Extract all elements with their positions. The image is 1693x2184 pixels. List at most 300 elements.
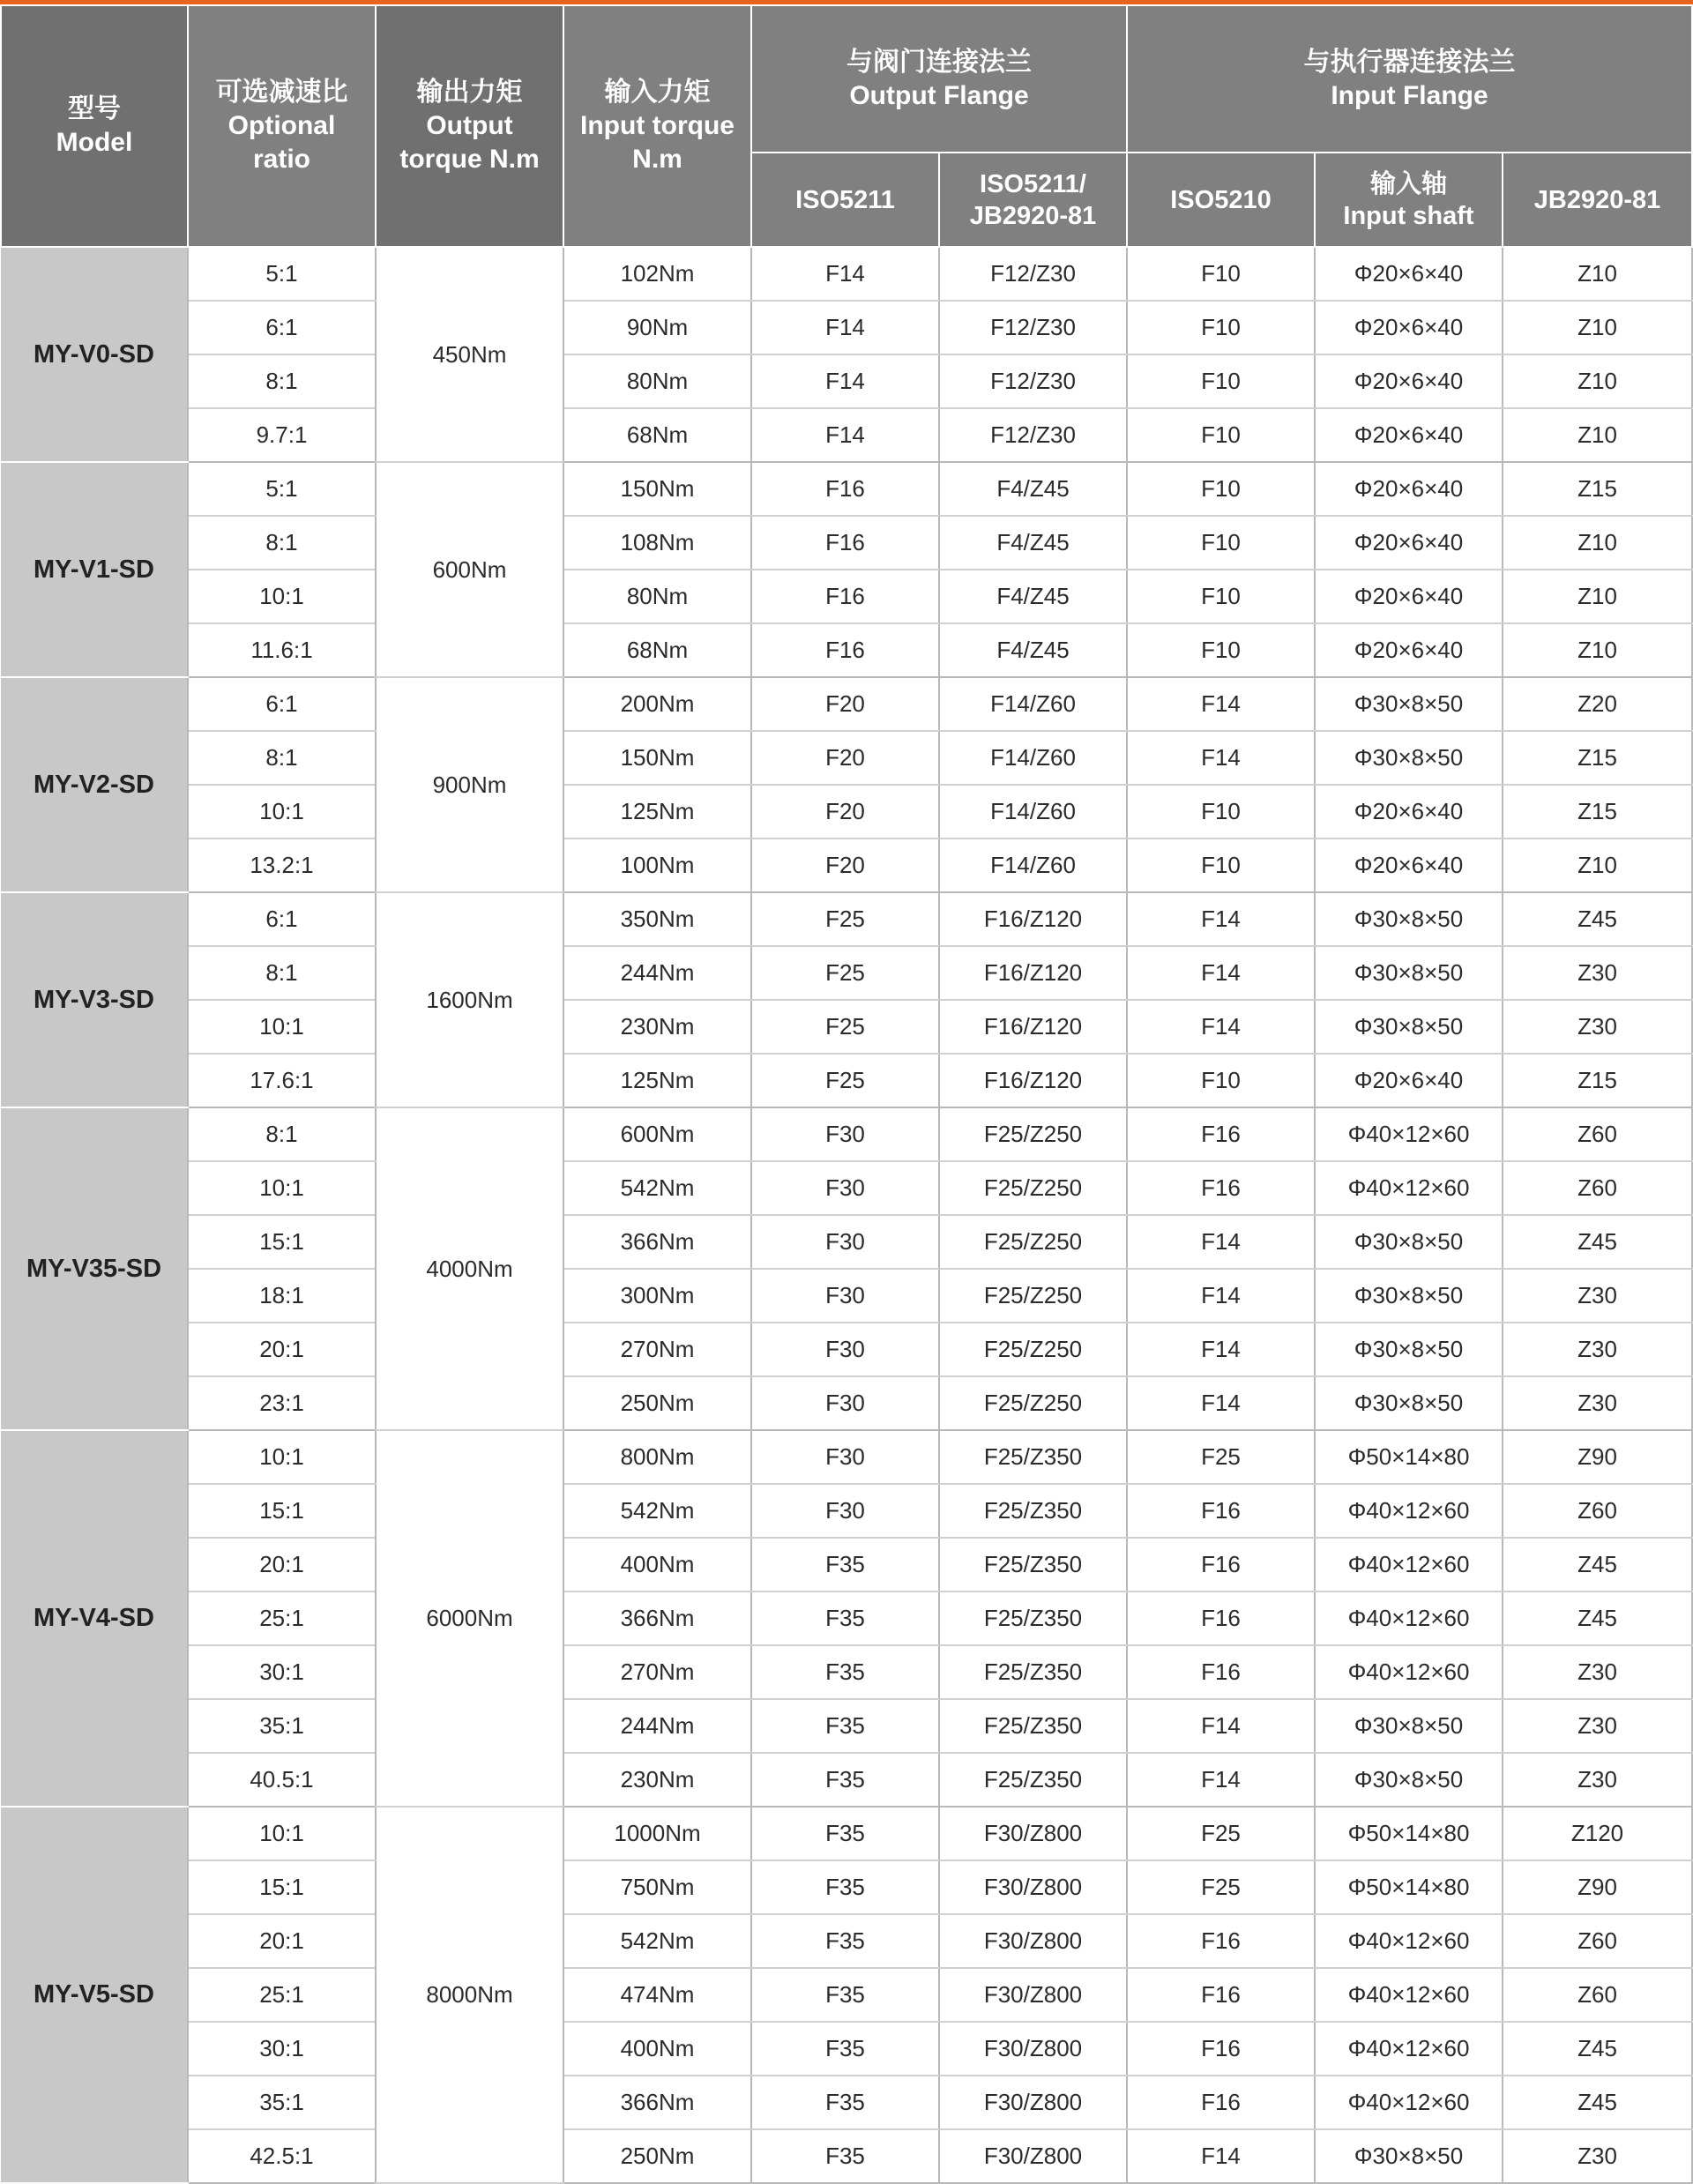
iso5211-cell: F16 [751,462,939,516]
iso5210-cell: F14 [1127,1000,1315,1054]
input-torque-cell: 250Nm [563,1376,751,1430]
header-input-shaft-en: Input shaft [1343,201,1474,230]
iso5211-jb-cell: F14/Z60 [939,731,1127,785]
input-torque-cell: 125Nm [563,1054,751,1107]
iso5211-cell: F35 [751,1914,939,1968]
ratio-cell: 18:1 [188,1269,376,1323]
iso5211-jb-cell: F30/Z800 [939,2076,1127,2129]
iso5210-cell: F25 [1127,1430,1315,1484]
input-shaft-cell: Φ40×12×60 [1315,1538,1503,1591]
input-torque-cell: 125Nm [563,785,751,839]
header-ratio-en1: Optional [227,111,336,140]
input-shaft-cell: Φ20×6×40 [1315,839,1503,892]
output-torque-cell: 450Nm [376,247,563,462]
iso5211-jb-cell: F30/Z800 [939,1968,1127,2022]
table-row [1,1484,1692,1538]
input-torque-cell: 250Nm [563,2129,751,2183]
header-output-torque-en1: Output [426,111,513,140]
jb2920-cell: Z60 [1503,1107,1692,1161]
jb2920-cell: Z10 [1503,247,1692,301]
iso5210-cell: F10 [1127,301,1315,354]
input-shaft-cell: Φ20×6×40 [1315,1054,1503,1107]
input-shaft-cell: Φ40×12×60 [1315,1484,1503,1538]
iso5210-cell: F14 [1127,731,1315,785]
iso5211-jb-cell: F25/Z250 [939,1161,1127,1215]
iso5211-cell: F14 [751,408,939,462]
input-shaft-cell: Φ20×6×40 [1315,408,1503,462]
header-output-torque [376,5,563,247]
iso5211-cell: F35 [751,1591,939,1645]
jb2920-cell: Z15 [1503,462,1692,516]
iso5211-jb-cell: F16/Z120 [939,892,1127,946]
input-shaft-cell: Φ20×6×40 [1315,354,1503,408]
iso5210-cell: F10 [1127,354,1315,408]
table-row [1,785,1692,839]
iso5211-cell: F35 [751,1538,939,1591]
ratio-cell: 8:1 [188,354,376,408]
input-torque-cell: 90Nm [563,301,751,354]
iso5210-cell: F16 [1127,1645,1315,1699]
jb2920-cell: Z45 [1503,1538,1692,1591]
ratio-cell: 6:1 [188,301,376,354]
iso5211-jb-cell: F16/Z120 [939,1000,1127,1054]
jb2920-cell: Z10 [1503,839,1692,892]
input-torque-cell: 1000Nm [563,1807,751,1860]
jb2920-cell: Z60 [1503,1484,1692,1538]
iso5210-cell: F10 [1127,516,1315,570]
iso5211-jb-cell: F14/Z60 [939,839,1127,892]
input-torque-cell: 150Nm [563,462,751,516]
jb2920-cell: Z45 [1503,2022,1692,2076]
input-shaft-cell: Φ30×8×50 [1315,1699,1503,1753]
iso5211-cell: F35 [751,2076,939,2129]
ratio-cell: 35:1 [188,1699,376,1753]
input-shaft-cell: Φ30×8×50 [1315,1215,1503,1269]
iso5211-cell: F35 [751,1968,939,2022]
iso5211-jb-cell: F25/Z250 [939,1215,1127,1269]
jb2920-cell: Z10 [1503,516,1692,570]
table-row [1,2076,1692,2129]
iso5211-jb-cell: F30/Z800 [939,2129,1127,2183]
iso5210-cell: F10 [1127,462,1315,516]
input-torque-cell: 108Nm [563,516,751,570]
input-shaft-cell: Φ50×14×80 [1315,1430,1503,1484]
output-torque-cell: 600Nm [376,462,563,677]
input-shaft-cell: Φ30×8×50 [1315,2129,1503,2183]
iso5211-jb-cell: F14/Z60 [939,785,1127,839]
jb2920-cell: Z10 [1503,408,1692,462]
header-model-cn: 型号 [68,94,121,123]
ratio-cell: 5:1 [188,462,376,516]
input-shaft-cell: Φ20×6×40 [1315,247,1503,301]
iso5210-cell: F16 [1127,1591,1315,1645]
table-row [1,408,1692,462]
table-row [1,2129,1692,2183]
input-shaft-cell: Φ20×6×40 [1315,301,1503,354]
iso5210-cell: F16 [1127,2076,1315,2129]
table-row [1,623,1692,677]
table-row [1,354,1692,408]
iso5211-cell: F35 [751,1807,939,1860]
table-row [1,1591,1692,1645]
header-input-shaft [1315,153,1503,247]
input-torque-cell: 230Nm [563,1000,751,1054]
table-row [1,1645,1692,1699]
model-cell: MY-V5-SD [1,1807,188,2183]
iso5211-cell: F30 [751,1376,939,1430]
input-torque-cell: 100Nm [563,839,751,892]
iso5211-cell: F16 [751,516,939,570]
jb2920-cell: Z30 [1503,2129,1692,2183]
jb2920-cell: Z60 [1503,1968,1692,2022]
output-torque-cell: 8000Nm [376,1807,563,2183]
table-row [1,1054,1692,1107]
header-model-en: Model [56,128,133,157]
jb2920-cell: Z30 [1503,1645,1692,1699]
input-torque-cell: 366Nm [563,1215,751,1269]
iso5211-jb-cell: F25/Z250 [939,1107,1127,1161]
iso5211-cell: F25 [751,892,939,946]
ratio-cell: 10:1 [188,1161,376,1215]
iso5210-cell: F14 [1127,892,1315,946]
table-row [1,1000,1692,1054]
input-shaft-cell: Φ40×12×60 [1315,1591,1503,1645]
iso5211-cell: F30 [751,1269,939,1323]
table-row [1,2022,1692,2076]
input-torque-cell: 366Nm [563,2076,751,2129]
header-input-flange [1127,5,1692,153]
jb2920-cell: Z90 [1503,1860,1692,1914]
iso5210-cell: F16 [1127,2022,1315,2076]
table-row [1,1968,1692,2022]
ratio-cell: 42.5:1 [188,2129,376,2183]
input-shaft-cell: Φ40×12×60 [1315,1914,1503,1968]
input-shaft-cell: Φ30×8×50 [1315,1269,1503,1323]
header-input-flange-cn: 与执行器连接法兰 [1303,47,1516,77]
table-row [1,1538,1692,1591]
header-input-torque-cn: 输入力矩 [604,78,711,107]
ratio-cell: 13.2:1 [188,839,376,892]
header-jb2920: JB2920-81 [1503,153,1692,247]
iso5210-cell: F16 [1127,1968,1315,2022]
iso5210-cell: F14 [1127,2129,1315,2183]
iso5210-cell: F16 [1127,1484,1315,1538]
jb2920-cell: Z30 [1503,946,1692,1000]
input-torque-cell: 200Nm [563,677,751,731]
iso5210-cell: F16 [1127,1538,1315,1591]
iso5210-cell: F16 [1127,1914,1315,1968]
header-input-torque-en2: N.m [632,145,682,174]
output-torque-cell: 4000Nm [376,1107,563,1430]
iso5211-jb-cell: F12/Z30 [939,301,1127,354]
iso5211-cell: F16 [751,570,939,623]
iso5211-jb-cell: F12/Z30 [939,247,1127,301]
iso5210-cell: F10 [1127,839,1315,892]
iso5211-jb-cell: F30/Z800 [939,2022,1127,2076]
iso5211-cell: F35 [751,1699,939,1753]
jb2920-cell: Z30 [1503,1376,1692,1430]
jb2920-cell: Z10 [1503,354,1692,408]
iso5211-cell: F30 [751,1430,939,1484]
iso5210-cell: F25 [1127,1807,1315,1860]
input-torque-cell: 542Nm [563,1484,751,1538]
ratio-cell: 9.7:1 [188,408,376,462]
ratio-cell: 6:1 [188,892,376,946]
ratio-cell: 17.6:1 [188,1054,376,1107]
input-torque-cell: 244Nm [563,1699,751,1753]
jb2920-cell: Z120 [1503,1807,1692,1860]
table-row [1,301,1692,354]
iso5211-cell: F30 [751,1484,939,1538]
iso5211-cell: F16 [751,623,939,677]
iso5211-cell: F14 [751,301,939,354]
input-torque-cell: 474Nm [563,1968,751,2022]
header-iso5211-jb-line2: JB2920-81 [969,201,1097,230]
jb2920-cell: Z15 [1503,1054,1692,1107]
header-ratio-cn: 可选减速比 [215,78,348,107]
model-cell: MY-V3-SD [1,892,188,1107]
input-shaft-cell: Φ30×8×50 [1315,1753,1503,1807]
input-shaft-cell: Φ20×6×40 [1315,785,1503,839]
input-shaft-cell: Φ40×12×60 [1315,2022,1503,2076]
header-output-torque-cn: 输出力矩 [416,78,523,107]
input-shaft-cell: Φ40×12×60 [1315,1968,1503,2022]
jb2920-cell: Z30 [1503,1269,1692,1323]
input-torque-cell: 400Nm [563,1538,751,1591]
input-shaft-cell: Φ30×8×50 [1315,1376,1503,1430]
table-row [1,1269,1692,1323]
iso5211-cell: F25 [751,1054,939,1107]
iso5211-jb-cell: F4/Z45 [939,462,1127,516]
table-row [1,1215,1692,1269]
table-row [1,570,1692,623]
model-cell: MY-V2-SD [1,677,188,892]
ratio-cell: 25:1 [188,1591,376,1645]
iso5210-cell: F14 [1127,1376,1315,1430]
iso5210-cell: F14 [1127,677,1315,731]
model-cell: MY-V0-SD [1,247,188,462]
iso5211-cell: F35 [751,2129,939,2183]
ratio-cell: 20:1 [188,1538,376,1591]
ratio-cell: 11.6:1 [188,623,376,677]
output-torque-cell: 900Nm [376,677,563,892]
iso5211-jb-cell: F25/Z350 [939,1430,1127,1484]
table-row [1,462,1692,516]
iso5211-cell: F30 [751,1215,939,1269]
input-torque-cell: 366Nm [563,1591,751,1645]
iso5211-jb-cell: F30/Z800 [939,1914,1127,1968]
ratio-cell: 25:1 [188,1968,376,2022]
jb2920-cell: Z30 [1503,1753,1692,1807]
input-torque-cell: 270Nm [563,1645,751,1699]
header-output-flange-en: Output Flange [849,80,1029,110]
iso5211-jb-cell: F30/Z800 [939,1860,1127,1914]
jb2920-cell: Z30 [1503,1323,1692,1376]
iso5211-cell: F25 [751,1000,939,1054]
input-shaft-cell: Φ30×8×50 [1315,731,1503,785]
input-shaft-cell: Φ30×8×50 [1315,1000,1503,1054]
table-row [1,1107,1692,1161]
iso5211-cell: F35 [751,1860,939,1914]
iso5211-cell: F14 [751,354,939,408]
input-torque-cell: 600Nm [563,1107,751,1161]
input-torque-cell: 244Nm [563,946,751,1000]
table-body [1,247,1692,2183]
iso5210-cell: F14 [1127,1699,1315,1753]
iso5210-cell: F16 [1127,1161,1315,1215]
header-model [1,5,188,247]
input-torque-cell: 542Nm [563,1914,751,1968]
header-output-torque-en2: torque N.m [399,145,540,174]
table-row [1,677,1692,731]
iso5211-cell: F30 [751,1323,939,1376]
ratio-cell: 6:1 [188,677,376,731]
ratio-cell: 30:1 [188,1645,376,1699]
table-row [1,516,1692,570]
iso5211-cell: F20 [751,677,939,731]
iso5210-cell: F16 [1127,1107,1315,1161]
table-row [1,892,1692,946]
iso5211-cell: F35 [751,1753,939,1807]
iso5211-jb-cell: F4/Z45 [939,516,1127,570]
input-torque-cell: 80Nm [563,354,751,408]
ratio-cell: 10:1 [188,570,376,623]
iso5211-jb-cell: F16/Z120 [939,1054,1127,1107]
table-row [1,1323,1692,1376]
input-torque-cell: 80Nm [563,570,751,623]
iso5210-cell: F10 [1127,247,1315,301]
iso5211-cell: F35 [751,2022,939,2076]
header-iso5211-jb-line1: ISO5211/ [980,169,1086,198]
iso5211-cell: F30 [751,1107,939,1161]
spec-table [0,4,1693,2184]
input-shaft-cell: Φ20×6×40 [1315,516,1503,570]
output-torque-cell: 6000Nm [376,1430,563,1807]
iso5211-cell: F35 [751,1645,939,1699]
jb2920-cell: Z60 [1503,1161,1692,1215]
input-shaft-cell: Φ40×12×60 [1315,1645,1503,1699]
iso5211-jb-cell: F25/Z250 [939,1376,1127,1430]
iso5211-jb-cell: F4/Z45 [939,623,1127,677]
table-row [1,1753,1692,1807]
header-iso5210: ISO5210 [1127,153,1315,247]
jb2920-cell: Z15 [1503,785,1692,839]
iso5211-jb-cell: F25/Z250 [939,1269,1127,1323]
jb2920-cell: Z90 [1503,1430,1692,1484]
ratio-cell: 5:1 [188,247,376,301]
header-input-torque [563,5,751,247]
model-cell: MY-V4-SD [1,1430,188,1807]
input-torque-cell: 750Nm [563,1860,751,1914]
input-torque-cell: 150Nm [563,731,751,785]
ratio-cell: 8:1 [188,516,376,570]
jb2920-cell: Z45 [1503,2076,1692,2129]
input-torque-cell: 68Nm [563,408,751,462]
iso5211-jb-cell: F25/Z350 [939,1699,1127,1753]
input-torque-cell: 800Nm [563,1430,751,1484]
ratio-cell: 10:1 [188,785,376,839]
iso5211-cell: F14 [751,247,939,301]
table-row [1,1161,1692,1215]
iso5211-cell: F20 [751,731,939,785]
input-torque-cell: 68Nm [563,623,751,677]
input-shaft-cell: Φ50×14×80 [1315,1807,1503,1860]
table-row [1,1860,1692,1914]
model-cell: MY-V1-SD [1,462,188,677]
table-row [1,1807,1692,1860]
table-row [1,731,1692,785]
iso5210-cell: F25 [1127,1860,1315,1914]
ratio-cell: 10:1 [188,1000,376,1054]
table-row [1,1914,1692,1968]
input-shaft-cell: Φ20×6×40 [1315,462,1503,516]
ratio-cell: 20:1 [188,1914,376,1968]
iso5210-cell: F10 [1127,623,1315,677]
table-row [1,1430,1692,1484]
iso5211-jb-cell: F25/Z250 [939,1323,1127,1376]
jb2920-cell: Z20 [1503,677,1692,731]
input-shaft-cell: Φ30×8×50 [1315,892,1503,946]
iso5210-cell: F10 [1127,785,1315,839]
iso5210-cell: F10 [1127,570,1315,623]
input-shaft-cell: Φ40×12×60 [1315,2076,1503,2129]
iso5211-cell: F25 [751,946,939,1000]
iso5211-jb-cell: F25/Z350 [939,1753,1127,1807]
ratio-cell: 15:1 [188,1484,376,1538]
jb2920-cell: Z15 [1503,731,1692,785]
input-torque-cell: 270Nm [563,1323,751,1376]
input-torque-cell: 230Nm [563,1753,751,1807]
iso5210-cell: F10 [1127,408,1315,462]
input-shaft-cell: Φ40×12×60 [1315,1161,1503,1215]
input-torque-cell: 102Nm [563,247,751,301]
input-shaft-cell: Φ40×12×60 [1315,1107,1503,1161]
iso5211-cell: F20 [751,785,939,839]
iso5211-cell: F30 [751,1161,939,1215]
input-shaft-cell: Φ20×6×40 [1315,623,1503,677]
iso5211-jb-cell: F12/Z30 [939,408,1127,462]
iso5211-jb-cell: F25/Z350 [939,1538,1127,1591]
iso5211-jb-cell: F25/Z350 [939,1645,1127,1699]
jb2920-cell: Z10 [1503,623,1692,677]
jb2920-cell: Z60 [1503,1914,1692,1968]
jb2920-cell: Z30 [1503,1000,1692,1054]
jb2920-cell: Z10 [1503,570,1692,623]
input-shaft-cell: Φ30×8×50 [1315,1323,1503,1376]
table-row [1,839,1692,892]
ratio-cell: 30:1 [188,2022,376,2076]
ratio-cell: 35:1 [188,2076,376,2129]
header-input-torque-en1: Input torque [580,111,735,140]
ratio-cell: 15:1 [188,1215,376,1269]
iso5210-cell: F14 [1127,946,1315,1000]
iso5210-cell: F14 [1127,1269,1315,1323]
iso5211-jb-cell: F4/Z45 [939,570,1127,623]
iso5210-cell: F10 [1127,1054,1315,1107]
input-torque-cell: 400Nm [563,2022,751,2076]
input-torque-cell: 350Nm [563,892,751,946]
ratio-cell: 15:1 [188,1860,376,1914]
table-row [1,946,1692,1000]
ratio-cell: 10:1 [188,1430,376,1484]
iso5211-jb-cell: F12/Z30 [939,354,1127,408]
ratio-cell: 8:1 [188,731,376,785]
header-output-flange [751,5,1127,153]
table-row [1,1699,1692,1753]
iso5211-jb-cell: F25/Z350 [939,1591,1127,1645]
ratio-cell: 23:1 [188,1376,376,1430]
iso5211-jb-cell: F16/Z120 [939,946,1127,1000]
